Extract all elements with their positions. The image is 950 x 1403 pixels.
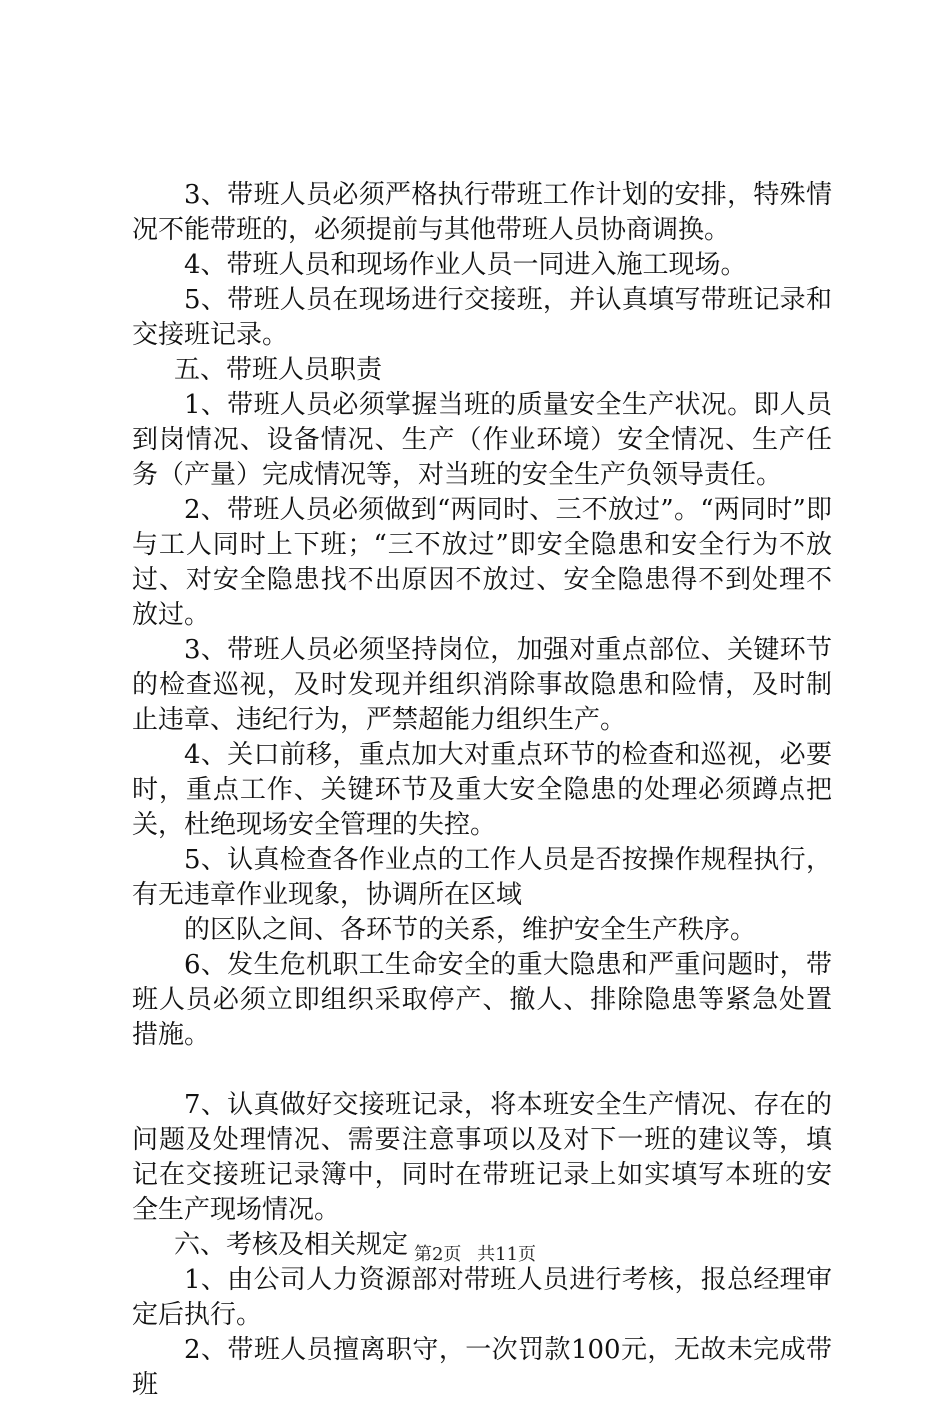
section-heading-assessment: 六、考核及相关规定: [174, 1230, 409, 1260]
duty-paragraph-6: 6、发生危机职工生命安全的重大隐患和严重问题时，带班人员必须立即组织采取停产、撤人、排除隐患等紧急处置措施。: [132, 950, 832, 1050]
duty-paragraph-3: 3、带班人员必须坚持岗位，加强对重点部位、关键环节的检查巡视，及时发现并组织消除事故隐患和险情，及时制止违章、违纪行为，严禁超能力组织生产。: [132, 635, 832, 735]
page-footer: [0, 1240, 950, 1266]
duty-paragraph-1: 1、带班人员必须掌握当班的质量安全生产状况。即人员到岗情况、设备情况、生产（作业环境）安全情况、生产任务（产量）完成情况等，对当班的安全生产负领导责任。: [132, 390, 832, 490]
document-body: [132, 178, 832, 1403]
assessment-paragraph-2: 2、带班人员擅离职守，一次罚款100元，无故未完成带班: [132, 1335, 832, 1400]
duty-paragraph-4: 4、关口前移，重点加大对重点环节的检查和巡视，必要时，重点工作、关键环节及重大安全隐患的处理必须蹲点把关，杜绝现场安全管理的失控。: [132, 740, 832, 840]
section-heading-duties: 五、带班人员职责: [174, 355, 383, 385]
duty-paragraph-5: 5、认真检查各作业点的工作人员是否按操作规程执行，有无违章作业现象，协调所在区域: [132, 845, 832, 910]
page-number: 第2页: [413, 1244, 462, 1265]
assessment-paragraph-1: 1、由公司人力资源部对带班人员进行考核，报总经理审定后执行。: [132, 1265, 832, 1330]
paragraph-spacer: [132, 1053, 832, 1088]
paragraph-4-enter-site: 4、带班人员和现场作业人员一同进入施工现场。: [184, 250, 747, 280]
paragraph-3-schedule: 3、带班人员必须严格执行带班工作计划的安排，特殊情况不能带班的，必须提前与其他带班人员协商调换。: [132, 180, 832, 245]
page-total: 共11页: [477, 1244, 537, 1265]
duty-paragraph-5-continued: 的区队之间、各环节的关系，维护安全生产秩序。: [184, 915, 757, 945]
duty-paragraph-7: 7、认真做好交接班记录，将本班安全生产情况、存在的问题及处理情况、需要注意事项以及对下一班的建议等，填记在交接班记录簿中，同时在带班记录上如实填写本班的安全生产现场情况。: [132, 1090, 832, 1225]
duty-paragraph-2: 2、带班人员必须做到“两同时、三不放过”。“两同时”即与工人同时上下班；“三不放过”即安全隐患和安全行为不放过、对安全隐患找不出原因不放过、安全隐患得不到处理不放过。: [132, 495, 832, 630]
paragraph-5-handover: 5、带班人员在现场进行交接班，并认真填写带班记录和交接班记录。: [132, 285, 832, 350]
